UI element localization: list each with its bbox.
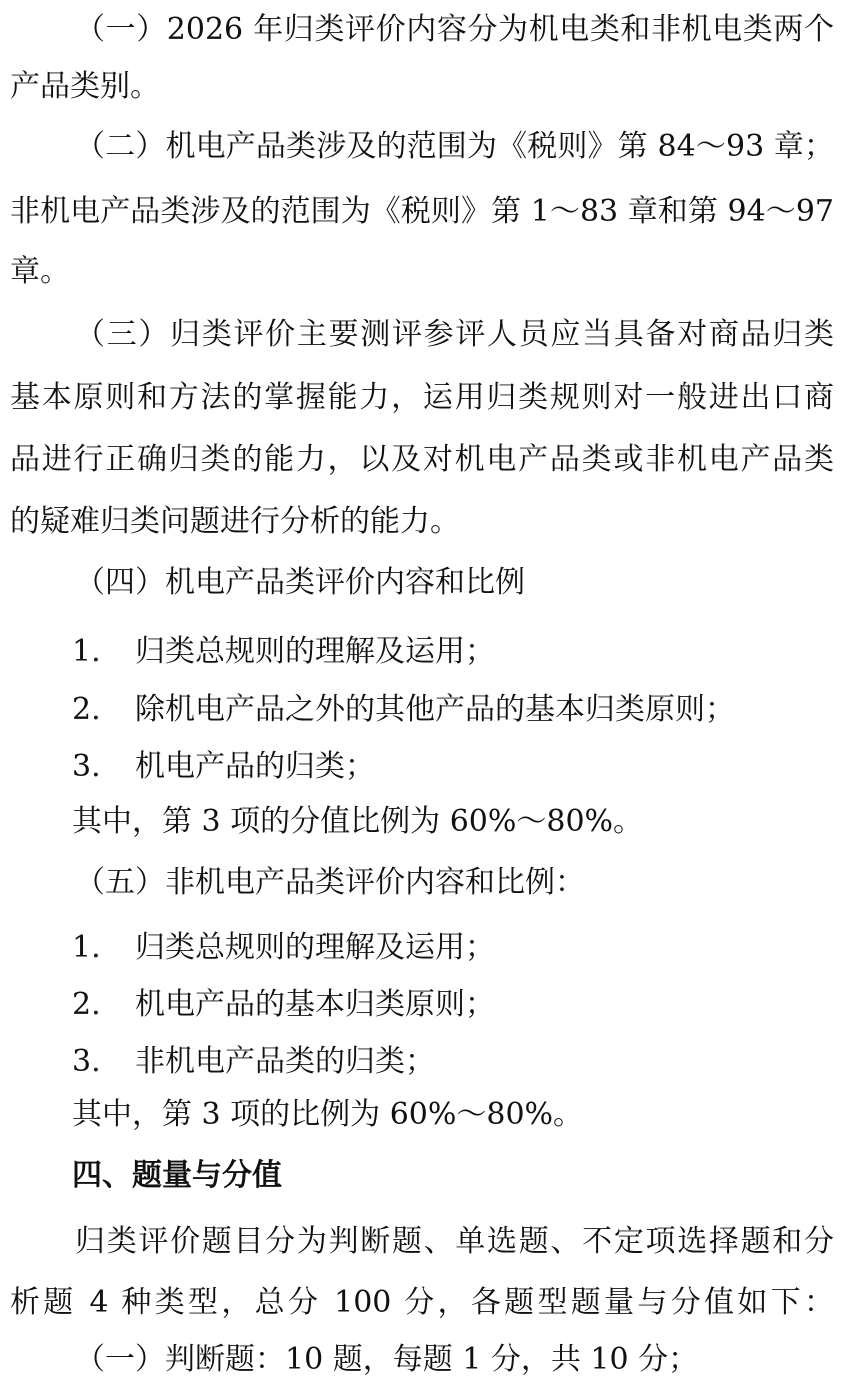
list-item <box>0 1032 846 1092</box>
paragraph-2-line-3: 章。 <box>10 254 70 289</box>
list-item-number: 1. <box>72 634 101 669</box>
list-item-text: 归类总规则的理解及运用； <box>135 930 495 965</box>
paragraph-3-line-1: （三）归类评价主要测评参评人员应当具备对商品归类 <box>75 317 834 352</box>
list-item <box>0 737 846 797</box>
paragraph-1-line-1: （一）2026 年归类评价内容分为机电类和非机电类两个 <box>75 12 834 47</box>
list-item-number: 2. <box>72 987 101 1022</box>
list-item <box>0 680 846 740</box>
list-item-text: 除机电产品之外的其他产品的基本归类原则； <box>135 692 735 727</box>
section-4-intro-line-1: 归类评价题目分为判断题、单选题、不定项选择题和分 <box>75 1224 834 1259</box>
paragraph-2-line-2: 非机电产品类涉及的范围为《税则》第 1～83 章和第 94～97 <box>10 194 834 229</box>
list-item-text: 归类总规则的理解及运用； <box>135 634 495 669</box>
list-item <box>0 975 846 1035</box>
paragraph-2-line-1: （二）机电产品类涉及的范围为《税则》第 84～93 章； <box>75 129 834 164</box>
list-item-number: 3. <box>72 1044 101 1079</box>
list-item-number: 1. <box>72 930 101 965</box>
question-type-1: （一）判断题：10 题，每题 1 分，共 10 分； <box>75 1342 699 1377</box>
subsection-4-note: 其中，第 3 项的分值比例为 60%～80%。 <box>72 804 644 839</box>
subsection-5-title: （五）非机电产品类评价内容和比例： <box>75 865 585 900</box>
list-item <box>0 622 846 682</box>
subsection-5-note: 其中，第 3 项的比例为 60%～80%。 <box>72 1097 584 1132</box>
subsection-4-title: （四）机电产品类评价内容和比例 <box>75 565 525 600</box>
paragraph-3-line-3: 品进行正确归类的能力，以及对机电产品类或非机电产品类 <box>10 442 834 477</box>
list-item-text: 非机电产品类的归类； <box>135 1044 435 1079</box>
paragraph-3-line-4: 的疑难归类问题进行分析的能力。 <box>10 504 460 539</box>
paragraph-1-line-2: 产品类别。 <box>10 69 160 104</box>
paragraph-3-line-2: 基本原则和方法的掌握能力，运用归类规则对一般进出口商 <box>10 380 834 415</box>
section-4-intro-line-2: 析题 4 种类型，总分 100 分，各题型题量与分值如下： <box>10 1285 834 1320</box>
list-item-number: 3. <box>72 749 101 784</box>
list-item-text: 机电产品的归类； <box>135 749 375 784</box>
list-item-text: 机电产品的基本归类原则； <box>135 987 495 1022</box>
list-item-number: 2. <box>72 692 101 727</box>
list-item <box>0 918 846 978</box>
section-heading: 四、题量与分值 <box>72 1158 282 1193</box>
